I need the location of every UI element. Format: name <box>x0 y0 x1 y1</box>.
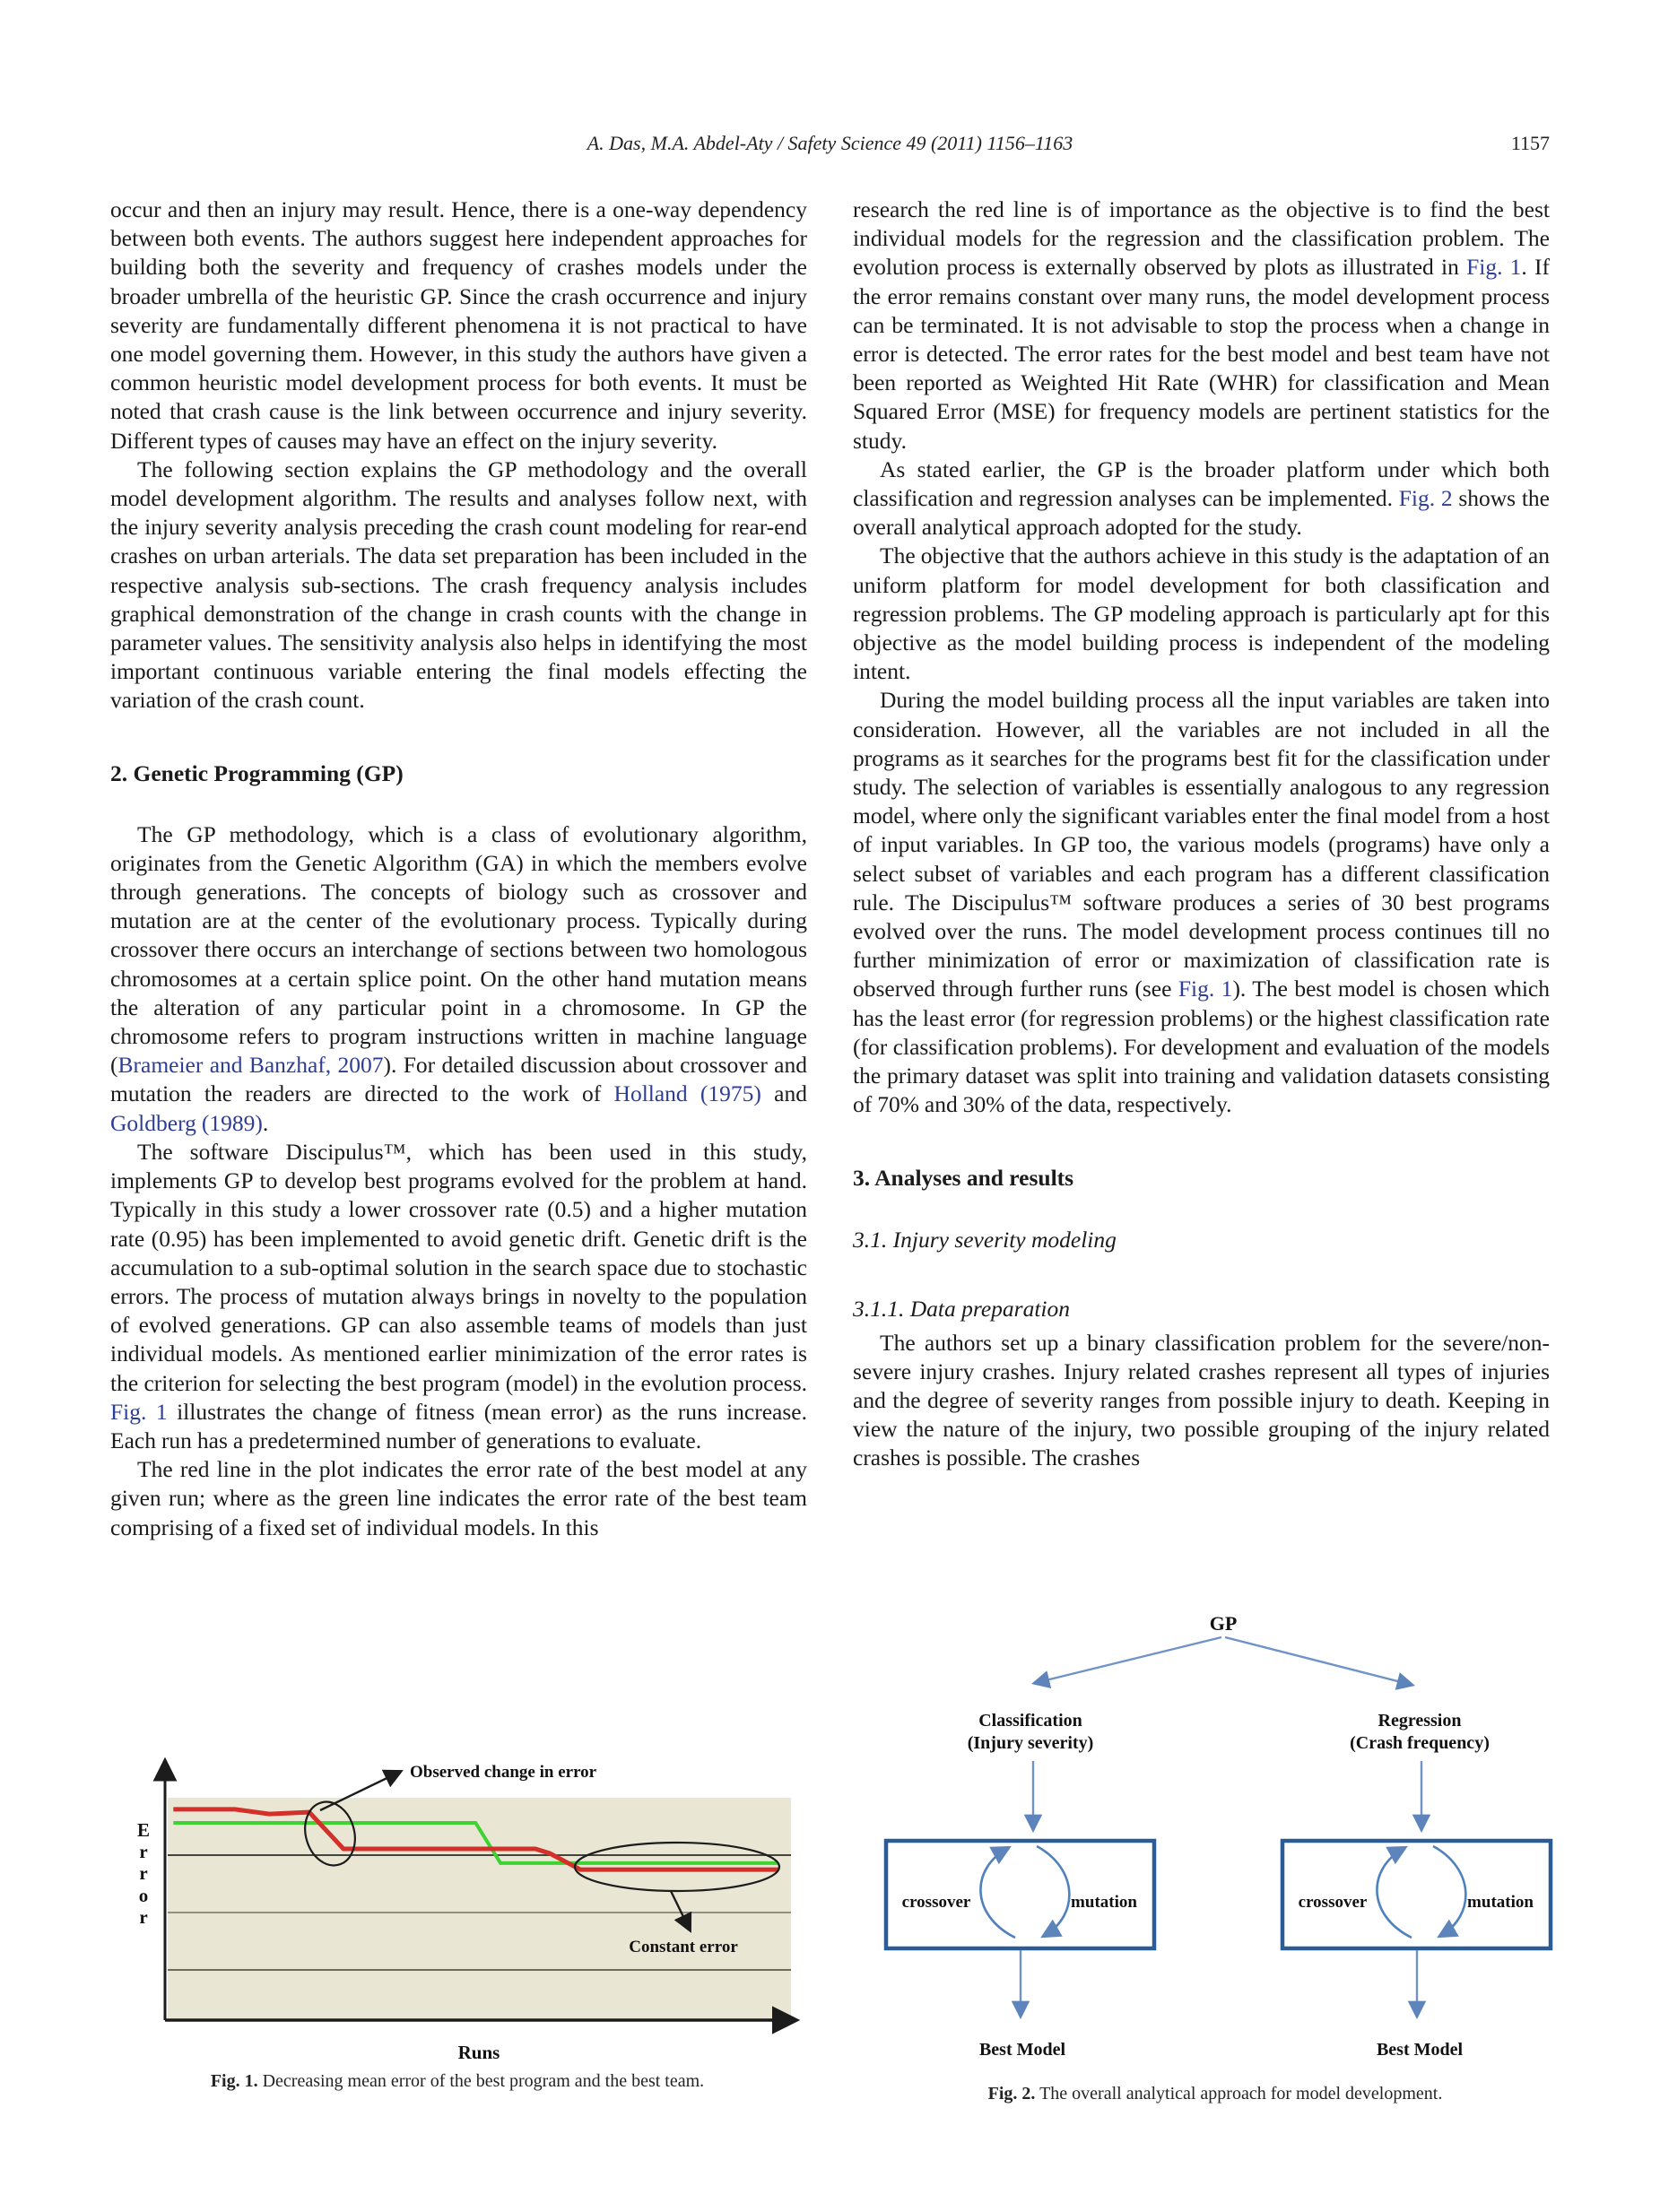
paragraph <box>853 195 1550 455</box>
annotation-observed-change: Observed change in error <box>410 1763 597 1782</box>
mutation-label-right: mutation <box>1467 1893 1534 1912</box>
paragraph <box>110 820 807 1138</box>
text-run: . <box>262 1109 269 1136</box>
regression-title: Regression <box>1378 1711 1462 1731</box>
text-run: The authors set up a binary classification problem for the severe/non-severe injury crashes. Injury related crashes represent all types of injuries and the degree of severity ranges from possible injury to death. Keeping in view the nature of the injury, two possible grouping of the injury related crashes is possible. The crashes <box>853 1329 1550 1471</box>
right-column <box>853 195 1550 1594</box>
svg-text:E: E <box>136 1819 151 1841</box>
fig2-caption-text: The overall analytical approach for model development. <box>1035 2084 1443 2104</box>
figure-1 <box>108 1753 807 2062</box>
paragraph <box>853 542 1550 686</box>
section-heading <box>853 1225 1550 1254</box>
citation-link[interactable]: Goldberg (1989) <box>110 1109 263 1136</box>
text-run: 3.1.1. Data preparation <box>853 1295 1071 1322</box>
section-heading <box>110 759 807 788</box>
text-run: illustrates the change of fitness (mean error) as the runs increase. Each run has a predetermined number of generations to evaluate. <box>110 1398 807 1453</box>
text-run: . If the error remains constant over many runs, the model development process can be terminated. It is not advisable to stop the process when a change in error is detected. The error rates for the best model and best team have not been reported as Weighted Hit Rate (WHR) for classification and Mean Squared Error (MSE) for frequency models are pertinent statistics for the study. <box>853 254 1550 454</box>
paragraph <box>110 195 807 455</box>
citation-link[interactable]: Fig. 2 <box>1398 485 1453 512</box>
fig1-caption-label: Fig. 1. <box>210 2071 258 2091</box>
text-run: 3.1. Injury severity modeling <box>853 1226 1117 1253</box>
text-run: and <box>760 1080 807 1107</box>
annotation-constant-error: Constant error <box>629 1938 738 1956</box>
y-axis-label <box>137 1819 150 1928</box>
left-column <box>110 195 807 1745</box>
paragraph <box>110 455 807 716</box>
text-run: The following section explains the GP methodology and the overall model development algorithm. The results and analyses follow next, with the injury severity analysis preceding the crash count modeling for rear-end crashes on urban arterials. The data set preparation has been included in the respective analysis sub-sections. The crash frequency analysis includes graphical demonstration of the change in crash counts with the change in parameter values. The sensitivity analysis also helps in identifying the most important continuous variable entering the final models effecting the variation of the crash count. <box>110 455 807 714</box>
mutation-label-left: mutation <box>1071 1893 1137 1912</box>
citation-link[interactable]: Fig. 1 <box>1466 254 1522 281</box>
text-run: shows the overall analytical approach adopted for the study. <box>853 485 1550 541</box>
classification-subtitle: (Injury severity) <box>967 1733 1094 1753</box>
text-run: ). For detailed discussion about crossover and mutation the readers are directed to the work of <box>110 1052 807 1107</box>
text-run: ). The best model is chosen which has the least error (for regression problems) or the highest classification rate (for classification problems). For development and evaluation of the models the primary dataset was split into training and validation datasets consisting of 70% and 30% of the data, respectively. <box>853 976 1550 1118</box>
citation-link[interactable]: Fig. 1 <box>1178 976 1233 1002</box>
crossover-label-right: crossover <box>1298 1893 1368 1912</box>
figure-2 <box>852 1605 1578 2071</box>
fig1-caption <box>108 2069 807 2093</box>
paragraph <box>853 686 1550 1119</box>
section-heading <box>853 1294 1550 1323</box>
page-number: 1157 <box>1510 132 1550 154</box>
text-run: research the red line is of importance as the objective is to find the best individual models for the regression and the classification problem. The evolution process is externally observed by plots as illustrated in <box>853 196 1550 281</box>
paragraph <box>110 1138 807 1455</box>
text-run: During the model building process all the input variables are taken into consideration. However, all the variables are not included in all the programs as it searches for the programs best fit for the classification under study. The selection of variables is essentially analogous to any regression model, where only the significant variables enter the final model from a host of input variables. In GP too, the various models (programs) have only a select subset of variables and each program has a different classification rule. The Discipulus™ software produces a series of 30 best programs evolved over the runs. The model development process continues till no further minimization of error or maximization of classification rate is observed through further runs (see <box>853 687 1550 1002</box>
fig1-caption-text: Decreasing mean error of the best program and the best team. <box>257 2071 705 2091</box>
svg-text:r: r <box>139 1841 148 1862</box>
running-header <box>110 132 1550 159</box>
fig2-diagram <box>852 1605 1578 2071</box>
text-run: The GP methodology, which is a class of evolutionary algorithm, originates from the Genetic Algorithm (GA) in which the members evolve through generations. The concepts of biology such as crossover and mutation are at the center of the evolutionary process. Typically during crossover there occurs an interchange of sections between two homologous chromosomes at a certain splice point. On the other hand mutation means the alteration of any particular point in a chromosome. In GP the chromosome refers to program instructions written in machine language ( <box>110 820 807 1079</box>
paragraph <box>853 1329 1550 1473</box>
text-run: 2. Genetic Programming (GP) <box>110 759 404 786</box>
svg-text:r: r <box>139 1906 148 1928</box>
section-heading <box>853 1163 1550 1193</box>
text-run: occur and then an injury may result. Hence, there is a one-way dependency between both events. The authors suggest here independent approaches for building both the severity and frequency of crashes models under the broader umbrella of the heuristic GP. Since the crash occurrence and injury severity are fundamentally different phenomena it is not practical to have one model governing them. However, in this study the authors have given a common heuristic model development process for both events. It must be noted that crash cause is the link between occurrence and injury severity. Different types of causes may have an effect on the injury severity. <box>110 196 807 454</box>
text-run: 3. Analyses and results <box>853 1164 1074 1191</box>
text-run: As stated earlier, the GP is the broader platform under which both classification and regression analyses can be implemented. <box>853 455 1550 512</box>
fig1-plot <box>108 1753 807 2062</box>
x-axis-label: Runs <box>457 2042 500 2062</box>
fig2-caption <box>852 2082 1578 2105</box>
paragraph <box>110 1455 807 1542</box>
svg-text:r: r <box>139 1862 148 1884</box>
citation-link[interactable]: Fig. 1 <box>110 1398 168 1425</box>
header-citation: A. Das, M.A. Abdel-Aty / Safety Science 49 (2011) 1156–1163 <box>587 132 1073 154</box>
text-run: The objective that the authors achieve in this study is the adaptation of an uniform platform for model development for both classification and regression problems. The GP modeling approach is particularly apt for this objective as the model building process is independent of the modeling intent. <box>853 542 1550 685</box>
citation-link[interactable]: Holland (1975) <box>613 1080 761 1107</box>
regression-subtitle: (Crash frequency) <box>1350 1733 1490 1753</box>
classification-title: Classification <box>978 1711 1082 1731</box>
svg-text:o: o <box>138 1885 149 1906</box>
branch-arrow-left <box>1035 1637 1221 1683</box>
text-run: The software Discipulus™, which has been used in this study, implements GP to develop best programs evolved for the problem at hand. Typically in this study a lower crossover rate (0.5) and a higher mutation rate (0.95) has been implemented to avoid genetic drift. Genetic drift is the accumulation to a sub-optimal solution in the search space due to stochastic errors. The process of mutation always brings in novelty to the population of evolved generations. GP can also assemble teams of models than just individual models. As mentioned earlier minimization of the error rates is the criterion for selecting the best program (model) in the evolution process. <box>110 1138 807 1396</box>
fig2-caption-label: Fig. 2. <box>987 2084 1036 2104</box>
crossover-label-left: crossover <box>901 1893 971 1912</box>
paragraph <box>853 455 1550 542</box>
citation-link[interactable]: Brameier and Banzhaf, 2007 <box>117 1052 384 1079</box>
best-model-left: Best Model <box>978 2040 1066 2060</box>
best-model-right: Best Model <box>1376 2040 1464 2060</box>
text-run: The red line in the plot indicates the error rate of the best model at any given run; where as the green line indicates the error rate of the best team comprising of a fixed set of individual models. In this <box>110 1456 807 1540</box>
gp-root-label: GP <box>1209 1612 1238 1635</box>
branch-arrow-right <box>1225 1637 1412 1685</box>
